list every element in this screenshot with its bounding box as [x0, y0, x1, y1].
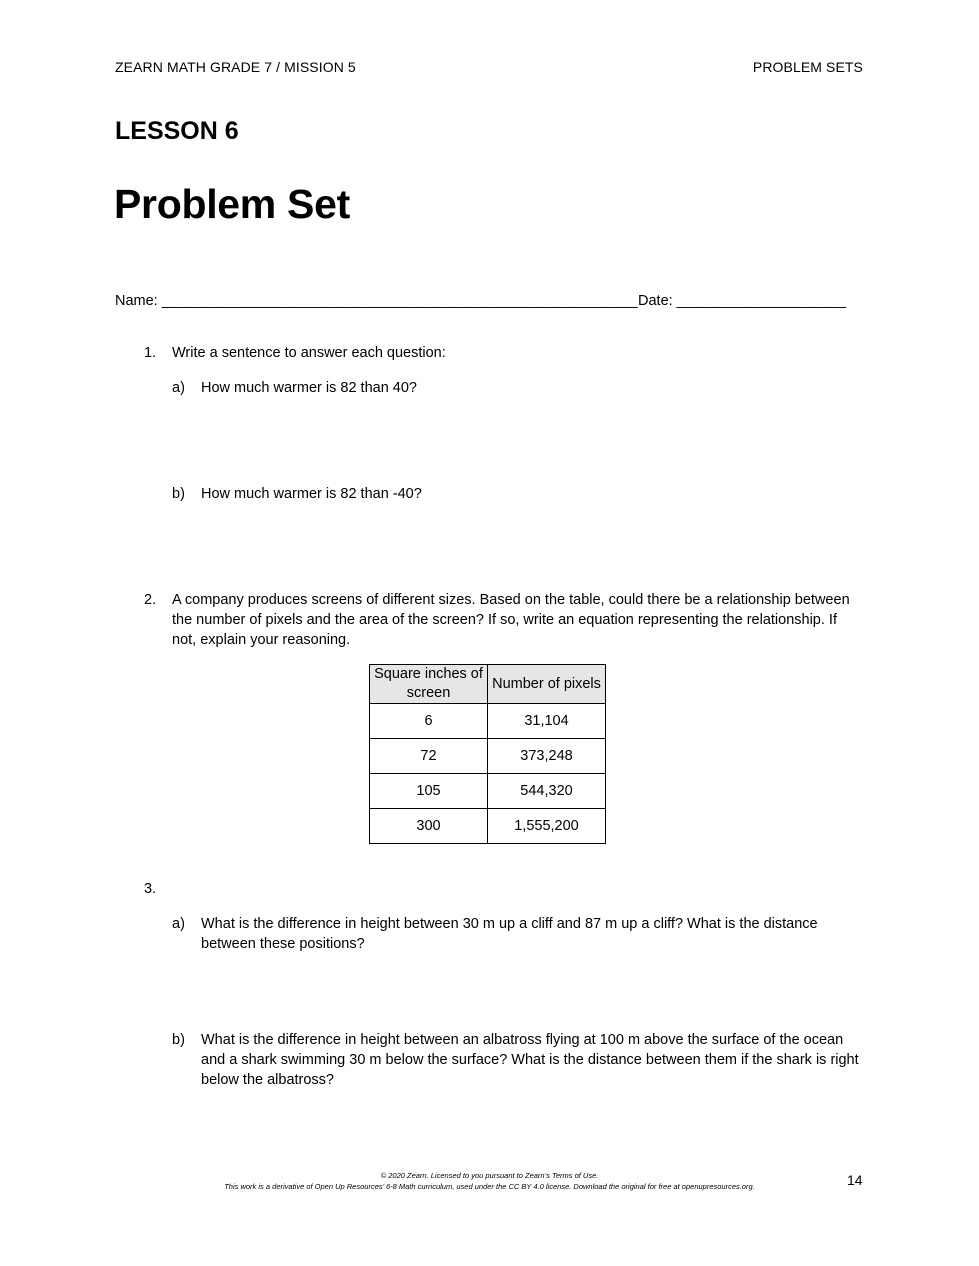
table-cell: 6 [370, 704, 488, 739]
table-cell: 544,320 [488, 774, 606, 809]
table-header-cell: Number of pixels [488, 665, 606, 704]
question-3b-text: What is the difference in height between an albatross flying at 100 m above the surface of the ocean and a shark swimming 30 m below the surface? What is the distance between them if the shark is right below the albatross? [201, 1032, 859, 1088]
table-cell: 300 [370, 809, 488, 844]
question-1b-label: b) [172, 486, 185, 502]
question-3-number: 3. [144, 881, 157, 897]
question-2-text: A company produces screens of different sizes. Based on the table, could there be a relationship between the number of pixels and the area of the screen? If so, write an equation representing the relationship. If not, explain your reasoning. [172, 592, 850, 648]
question-2-number: 2. [144, 592, 157, 608]
question-1-text: Write a sentence to answer each question: [172, 345, 446, 361]
table-row [370, 739, 606, 774]
table-cell: 1,555,200 [488, 809, 606, 844]
name-field: Name: ___________________________________________________________ [115, 293, 638, 309]
question-1a-label: a) [172, 380, 185, 396]
date-field: Date: _____________________ [638, 293, 847, 309]
table-cell: 31,104 [488, 704, 606, 739]
page-number: 14 [847, 1172, 863, 1188]
table-row [370, 774, 606, 809]
table-cell: 105 [370, 774, 488, 809]
table-cell: 373,248 [488, 739, 606, 774]
question-3b-label: b) [172, 1032, 185, 1048]
question-3a-text: What is the difference in height between 30 m up a cliff and 87 m up a cliff? What is the distance between these positions? [201, 916, 818, 952]
page-title: Problem Set [114, 181, 350, 227]
footer-copyright: © 2020 Zearn. Licensed to you pursuant to Zearn’s Terms of Use. [380, 1171, 599, 1180]
lesson-heading: LESSON 6 [115, 117, 239, 145]
question-3a-label: a) [172, 916, 185, 932]
header-title: ZEARN MATH GRADE 7 / MISSION 5 [115, 59, 356, 75]
table-header-row [370, 665, 606, 704]
pixels-table [369, 664, 606, 844]
question-1a-text: How much warmer is 82 than 40? [201, 380, 417, 396]
footer-license: This work is a derivative of Open Up Resources’ 6-8 Math curriculum, used under the CC BY 4.0 license. Download the original for free at openupresources.org. [224, 1182, 755, 1191]
table-row [370, 809, 606, 844]
table-cell: 72 [370, 739, 488, 774]
table-row [370, 704, 606, 739]
table-header-cell: Square inches of screen [370, 665, 488, 704]
question-1-number: 1. [144, 345, 157, 361]
footer [0, 1170, 979, 1192]
question-1b-text: How much warmer is 82 than -40? [201, 486, 422, 502]
header-section: PROBLEM SETS [752, 59, 863, 75]
